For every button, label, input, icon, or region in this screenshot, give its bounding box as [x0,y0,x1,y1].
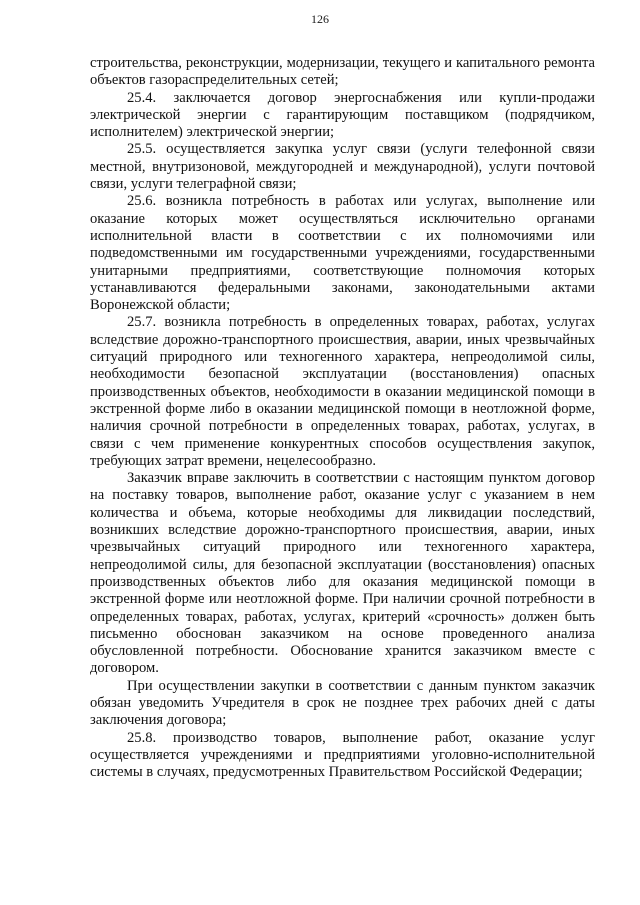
paragraph-25-6: 25.6. возникла потребность в работах или услугах, выполнение или оказание которых может осуществляться исключительно органами исполнительной власти в соответствии с их полномочиями или подведомственными им государственными учреждениями, государственными унитарными предприятиями, соответствующие полномочия которых устанавливаются федеральными законами, законодательными актами Воронежской области; [90,193,595,314]
paragraph-25-5: 25.5. осуществляется закупка услуг связи (услуги телефонной связи местной, внутризоновой, междугородней и международной), услуги почтовой связи, услуги телеграфной связи; [90,141,595,193]
paragraph-notification: При осуществлении закупки в соответствии с данным пунктом заказчик обязан уведомить Учредителя в срок не позднее трех рабочих дней с даты заключения договора; [90,677,595,729]
page-number: 126 [311,12,329,26]
paragraph-25-7: 25.7. возникла потребность в определенных товарах, работах, услугах вследствие дорожно-транспортного происшествия, аварии, иных чрезвычайных ситуаций природного или техногенного характера, непреодолимой силы, необходимости безопасной эксплуатации (восстановления) опасных производственных объектов, необходимости в оказании медицинской помощи в экстренной форме либо в оказании медицинской помощи в неотложной форме, наличия срочной потребности в определенных товарах, работах, услугах, в связи с чем применение конкурентных способов осуществления закупок, требующих затрат времени, нецелесообразно. [90,314,595,469]
document-text-body [90,55,595,781]
paragraph-customer-right: Заказчик вправе заключить в соответствии с настоящим пунктом договор на поставку товаров, выполнение работ, оказание услуг с указанием в нем количества и объема, которые необходимы для ликвидации последствий, возникших вследствие дорожно-транспортного происшествия, аварии, иных чрезвычайных ситуаций природного или техногенного характера, непреодолимой силы, для безопасной эксплуатации (восстановления) опасных производственных объектов либо для оказания медицинской помощи в экстренной форме или неотложной форме. При наличии срочной потребности в определенных товарах, работах, услугах, критерий «срочность» должен быть письменно обоснован заказчиком на основе проведенного анализа обусловленной потребности. Обоснование хранится заказчиком вместе с договором. [90,470,595,677]
paragraph-continuation: строительства, реконструкции, модернизации, текущего и капитального ремонта объектов газораспределительных сетей; [90,55,595,89]
paragraph-25-8: 25.8. производство товаров, выполнение работ, оказание услуг осуществляется учреждениями и предприятиями уголовно-исполнительной системы в случаях, предусмотренных Правительством Российской Федерации; [90,729,595,781]
paragraph-25-4: 25.4. заключается договор энергоснабжения или купли-продажи электрической энергии с гарантирующим поставщиком (подрядчиком, исполнителем) электрической энергии; [90,89,595,141]
